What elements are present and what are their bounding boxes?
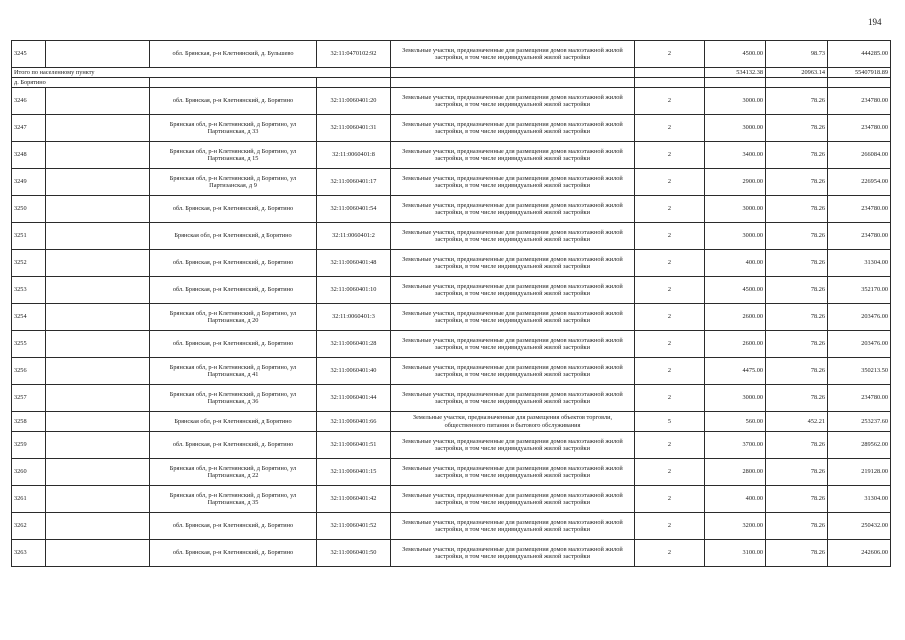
address-cell: Брянская обл, р-н Клетнянский, д Борятино, ул Партизанская, д 22 <box>150 459 317 486</box>
group-cell: 2 <box>635 88 705 115</box>
area-cell: 3100.00 <box>705 540 766 567</box>
group-cell: 2 <box>635 486 705 513</box>
empty-cell <box>150 78 317 88</box>
land-use-cell: Земельные участки, предназначенные для размещения домов малоэтажной жилой застройки, в том числе индивидуальной жилой застройки <box>391 513 635 540</box>
empty-cell <box>391 78 635 88</box>
locality-header-row <box>12 78 891 88</box>
land-use-cell: Земельные участки, предназначенные для размещения домов малоэтажной жилой застройки, в том числе индивидуальной жилой застройки <box>391 459 635 486</box>
locality-cell <box>46 41 150 68</box>
cadastral-number-cell: 32:11:0060401:20 <box>317 88 391 115</box>
land-use-cell: Земельные участки, предназначенные для размещения домов малоэтажной жилой застройки, в том числе индивидуальной жилой застройки <box>391 277 635 304</box>
specific-value-cell: 78.26 <box>766 196 828 223</box>
table-row <box>12 277 891 304</box>
group-cell: 2 <box>635 250 705 277</box>
group-cell: 2 <box>635 358 705 385</box>
land-use-cell: Земельные участки, предназначенные для размещения домов малоэтажной жилой застройки, в том числе индивидуальной жилой застройки <box>391 250 635 277</box>
cadastral-number-cell: 32:11:0060401:2 <box>317 223 391 250</box>
total-area: 534132.38 <box>705 68 766 78</box>
group-cell: 2 <box>635 540 705 567</box>
row-number: 3246 <box>12 88 46 115</box>
area-cell: 4500.00 <box>705 277 766 304</box>
locality-cell <box>46 432 150 459</box>
cadastral-value-cell: 234780.00 <box>828 196 891 223</box>
group-cell: 2 <box>635 385 705 412</box>
table-row <box>12 88 891 115</box>
specific-value-cell: 78.26 <box>766 459 828 486</box>
group-cell: 2 <box>635 304 705 331</box>
area-cell: 3400.00 <box>705 142 766 169</box>
group-cell: 2 <box>635 41 705 68</box>
table-row <box>12 115 891 142</box>
cadastral-number-cell: 32:11:0060401:10 <box>317 277 391 304</box>
row-number: 3263 <box>12 540 46 567</box>
locality-cell <box>46 486 150 513</box>
land-use-cell: Земельные участки, предназначенные для размещения объектов торговли, общественного питания и бытового обслуживания <box>391 412 635 432</box>
cadastral-number-cell: 32:11:0060401:48 <box>317 250 391 277</box>
address-cell: Брянская обл, р-н Клетнянский, д Борятино <box>150 223 317 250</box>
cadastral-number-cell: 32:11:0470102:92 <box>317 41 391 68</box>
group-cell: 2 <box>635 142 705 169</box>
area-cell: 3700.00 <box>705 432 766 459</box>
locality-cell <box>46 385 150 412</box>
table-row <box>12 196 891 223</box>
group-cell: 2 <box>635 513 705 540</box>
address-cell: Брянская обл, р-н Клетнянский, д Борятино, ул Партизанская, д 36 <box>150 385 317 412</box>
specific-value-cell: 78.26 <box>766 331 828 358</box>
address-cell: Брянская обл, р-н Клетнянский, д Борятино, ул Партизанская, д 15 <box>150 142 317 169</box>
cadastral-value-cell: 444285.00 <box>828 41 891 68</box>
land-use-cell: Земельные участки, предназначенные для размещения домов малоэтажной жилой застройки, в том числе индивидуальной жилой застройки <box>391 432 635 459</box>
group-cell: 5 <box>635 412 705 432</box>
specific-value-cell: 78.26 <box>766 304 828 331</box>
cadastral-value-cell: 31304.00 <box>828 486 891 513</box>
specific-value-cell: 78.26 <box>766 115 828 142</box>
specific-value-cell: 78.26 <box>766 223 828 250</box>
specific-value-cell: 98.73 <box>766 41 828 68</box>
cadastral-value-cell: 350213.50 <box>828 358 891 385</box>
land-use-cell: Земельные участки, предназначенные для размещения домов малоэтажной жилой застройки, в том числе индивидуальной жилой застройки <box>391 41 635 68</box>
locality-cell <box>46 196 150 223</box>
row-number: 3247 <box>12 115 46 142</box>
specific-value-cell: 78.26 <box>766 277 828 304</box>
empty-cell <box>705 78 766 88</box>
cadastral-number-cell: 32:11:0060401:50 <box>317 540 391 567</box>
locality-cell <box>46 412 150 432</box>
row-number: 3262 <box>12 513 46 540</box>
total-label: Итого по населенному пункту <box>12 68 391 78</box>
row-number: 3261 <box>12 486 46 513</box>
cadastral-number-cell: 32:11:0060401:28 <box>317 331 391 358</box>
group-cell: 2 <box>635 277 705 304</box>
locality-cell <box>46 115 150 142</box>
cadastral-value-cell: 253237.60 <box>828 412 891 432</box>
empty-cell <box>828 78 891 88</box>
row-number: 3245 <box>12 41 46 68</box>
locality-cell <box>46 358 150 385</box>
group-cell: 2 <box>635 331 705 358</box>
area-cell: 4500.00 <box>705 41 766 68</box>
cadastral-number-cell: 32:11:0060401:3 <box>317 304 391 331</box>
specific-value-cell: 78.26 <box>766 358 828 385</box>
cadastral-value-cell: 226954.00 <box>828 169 891 196</box>
row-number: 3257 <box>12 385 46 412</box>
locality-cell <box>46 169 150 196</box>
address-cell: обл. Брянская, р-н Клетнянский, д. Борятино <box>150 88 317 115</box>
area-cell: 3000.00 <box>705 196 766 223</box>
cadastral-number-cell: 32:11:0060401:52 <box>317 513 391 540</box>
specific-value-cell: 78.26 <box>766 486 828 513</box>
land-use-cell: Земельные участки, предназначенные для размещения домов малоэтажной жилой застройки, в том числе индивидуальной жилой застройки <box>391 115 635 142</box>
cadastral-value-cell: 203476.00 <box>828 304 891 331</box>
specific-value-cell: 78.26 <box>766 169 828 196</box>
specific-value-cell: 78.26 <box>766 432 828 459</box>
address-cell: Брянская обл, р-н Клетнянский, д Борятино, ул Партизанская, д 20 <box>150 304 317 331</box>
area-cell: 3000.00 <box>705 385 766 412</box>
land-use-cell: Земельные участки, предназначенные для размещения домов малоэтажной жилой застройки, в том числе индивидуальной жилой застройки <box>391 486 635 513</box>
area-cell: 2900.00 <box>705 169 766 196</box>
cadastral-value-cell: 234780.00 <box>828 223 891 250</box>
row-number: 3252 <box>12 250 46 277</box>
cadastral-number-cell: 32:11:0060401:44 <box>317 385 391 412</box>
table-row <box>12 331 891 358</box>
address-cell: Брянская обл, р-н Клетнянский, д Борятино, ул Партизанская, д 35 <box>150 486 317 513</box>
row-number: 3255 <box>12 331 46 358</box>
row-number: 3249 <box>12 169 46 196</box>
row-number: 3256 <box>12 358 46 385</box>
cadastral-value-cell: 289562.00 <box>828 432 891 459</box>
empty-cell <box>635 78 705 88</box>
locality-cell <box>46 540 150 567</box>
group-cell: 2 <box>635 115 705 142</box>
specific-value-cell: 78.26 <box>766 385 828 412</box>
specific-value-cell: 78.26 <box>766 513 828 540</box>
cadastral-value-cell: 250432.00 <box>828 513 891 540</box>
group-cell: 2 <box>635 196 705 223</box>
address-cell: обл. Брянская, р-н Клетнянский, д. Борятино <box>150 196 317 223</box>
specific-value-cell: 452.21 <box>766 412 828 432</box>
row-number: 3260 <box>12 459 46 486</box>
page-number: 194 <box>868 17 882 27</box>
table-row <box>12 486 891 513</box>
table-row <box>12 513 891 540</box>
cadastral-number-cell: 32:11:0060401:17 <box>317 169 391 196</box>
table-row <box>12 223 891 250</box>
cadastral-value-cell: 219128.00 <box>828 459 891 486</box>
locality-cell <box>46 223 150 250</box>
cadastral-number-cell: 32:11:0060401:54 <box>317 196 391 223</box>
locality-cell <box>46 513 150 540</box>
row-number: 3258 <box>12 412 46 432</box>
cadastral-value-cell: 31304.00 <box>828 250 891 277</box>
specific-value-cell: 78.26 <box>766 540 828 567</box>
address-cell: обл. Брянская, р-н Клетнянский, д. Борятино <box>150 250 317 277</box>
cadastral-number-cell: 32:11:0060401:8 <box>317 142 391 169</box>
group-cell: 2 <box>635 223 705 250</box>
locality-cell <box>46 304 150 331</box>
row-number: 3250 <box>12 196 46 223</box>
table-row <box>12 250 891 277</box>
land-use-cell: Земельные участки, предназначенные для размещения домов малоэтажной жилой застройки, в том числе индивидуальной жилой застройки <box>391 331 635 358</box>
locality-cell <box>46 88 150 115</box>
cadastral-number-cell: 32:11:0060401:51 <box>317 432 391 459</box>
address-cell: обл. Брянская, р-н Клетнянский, д. Борятино <box>150 432 317 459</box>
specific-value-cell: 78.26 <box>766 250 828 277</box>
locality-cell <box>46 277 150 304</box>
group-cell: 2 <box>635 169 705 196</box>
locality-cell <box>46 459 150 486</box>
address-cell: обл. Брянская, р-н Клетнянский, д. Борятино <box>150 331 317 358</box>
address-cell: обл. Брянская, р-н Клетнянский, д. Борятино <box>150 540 317 567</box>
group-cell: 2 <box>635 459 705 486</box>
table-row <box>12 304 891 331</box>
locality-cell <box>46 250 150 277</box>
land-use-cell: Земельные участки, предназначенные для размещения домов малоэтажной жилой застройки, в том числе индивидуальной жилой застройки <box>391 540 635 567</box>
locality-name: д. Борятино <box>12 78 150 88</box>
land-use-cell: Земельные участки, предназначенные для размещения домов малоэтажной жилой застройки, в том числе индивидуальной жилой застройки <box>391 196 635 223</box>
cadastral-number-cell: 32:11:0060401:66 <box>317 412 391 432</box>
total-empty-cell <box>391 68 635 78</box>
total-cadastral-value: 55407918.89 <box>828 68 891 78</box>
area-cell: 400.00 <box>705 486 766 513</box>
locality-cell <box>46 142 150 169</box>
land-use-cell: Земельные участки, предназначенные для размещения домов малоэтажной жилой застройки, в том числе индивидуальной жилой застройки <box>391 88 635 115</box>
address-cell: Брянская обл, р-н Клетнянский, д Борятино, ул Партизанская, д 33 <box>150 115 317 142</box>
land-use-cell: Земельные участки, предназначенные для размещения домов малоэтажной жилой застройки, в том числе индивидуальной жилой застройки <box>391 304 635 331</box>
row-number: 3248 <box>12 142 46 169</box>
specific-value-cell: 78.26 <box>766 142 828 169</box>
address-cell: Брянская обл, р-н Клетнянский, д Борятино, ул Партизанская, д 41 <box>150 358 317 385</box>
land-use-cell: Земельные участки, предназначенные для размещения домов малоэтажной жилой застройки, в том числе индивидуальной жилой застройки <box>391 358 635 385</box>
cadastral-value-cell: 242606.00 <box>828 540 891 567</box>
total-empty-cell <box>635 68 705 78</box>
cadastral-value-cell: 234780.00 <box>828 385 891 412</box>
address-cell: Брянская обл, р-н Клетнянский, д Борятино, ул Партизанская, д 9 <box>150 169 317 196</box>
row-number: 3259 <box>12 432 46 459</box>
area-cell: 3000.00 <box>705 223 766 250</box>
total-specific-value: 20963.14 <box>766 68 828 78</box>
land-use-cell: Земельные участки, предназначенные для размещения домов малоэтажной жилой застройки, в том числе индивидуальной жилой застройки <box>391 223 635 250</box>
land-use-cell: Земельные участки, предназначенные для размещения домов малоэтажной жилой застройки, в том числе индивидуальной жилой застройки <box>391 169 635 196</box>
area-cell: 3000.00 <box>705 115 766 142</box>
address-cell: обл. Брянская, р-н Клетнянский, д. Бульшево <box>150 41 317 68</box>
area-cell: 2600.00 <box>705 304 766 331</box>
specific-value-cell: 78.26 <box>766 88 828 115</box>
table-row <box>12 412 891 432</box>
area-cell: 3000.00 <box>705 88 766 115</box>
row-number: 3253 <box>12 277 46 304</box>
table-row <box>12 540 891 567</box>
table-row <box>12 169 891 196</box>
cadastral-number-cell: 32:11:0060401:42 <box>317 486 391 513</box>
area-cell: 560.00 <box>705 412 766 432</box>
cadastral-value-cell: 203476.00 <box>828 331 891 358</box>
table-row <box>12 385 891 412</box>
area-cell: 2800.00 <box>705 459 766 486</box>
cadastral-value-cell: 266084.00 <box>828 142 891 169</box>
address-cell: Брянская обл, р-н Клетнянский, д Борятино <box>150 412 317 432</box>
address-cell: обл. Брянская, р-н Клетнянский, д. Борятино <box>150 277 317 304</box>
row-number: 3254 <box>12 304 46 331</box>
table-row <box>12 41 891 68</box>
group-cell: 2 <box>635 432 705 459</box>
area-cell: 4475.00 <box>705 358 766 385</box>
cadastral-number-cell: 32:11:0060401:31 <box>317 115 391 142</box>
locality-cell <box>46 331 150 358</box>
table-row <box>12 358 891 385</box>
empty-cell <box>766 78 828 88</box>
cadastral-value-cell: 234780.00 <box>828 88 891 115</box>
area-cell: 2600.00 <box>705 331 766 358</box>
area-cell: 400.00 <box>705 250 766 277</box>
locality-total-row <box>12 68 891 78</box>
land-use-cell: Земельные участки, предназначенные для размещения домов малоэтажной жилой застройки, в том числе индивидуальной жилой застройки <box>391 385 635 412</box>
cadastral-number-cell: 32:11:0060401:15 <box>317 459 391 486</box>
empty-cell <box>317 78 391 88</box>
cadastral-number-cell: 32:11:0060401:40 <box>317 358 391 385</box>
land-use-cell: Земельные участки, предназначенные для размещения домов малоэтажной жилой застройки, в том числе индивидуальной жилой застройки <box>391 142 635 169</box>
row-number: 3251 <box>12 223 46 250</box>
area-cell: 3200.00 <box>705 513 766 540</box>
table-row <box>12 432 891 459</box>
table-row <box>12 459 891 486</box>
cadastral-value-cell: 352170.00 <box>828 277 891 304</box>
cadastral-value-cell: 234780.00 <box>828 115 891 142</box>
cadastral-value-table <box>11 40 891 567</box>
table-row <box>12 142 891 169</box>
address-cell: обл. Брянская, р-н Клетнянский, д. Борятино <box>150 513 317 540</box>
